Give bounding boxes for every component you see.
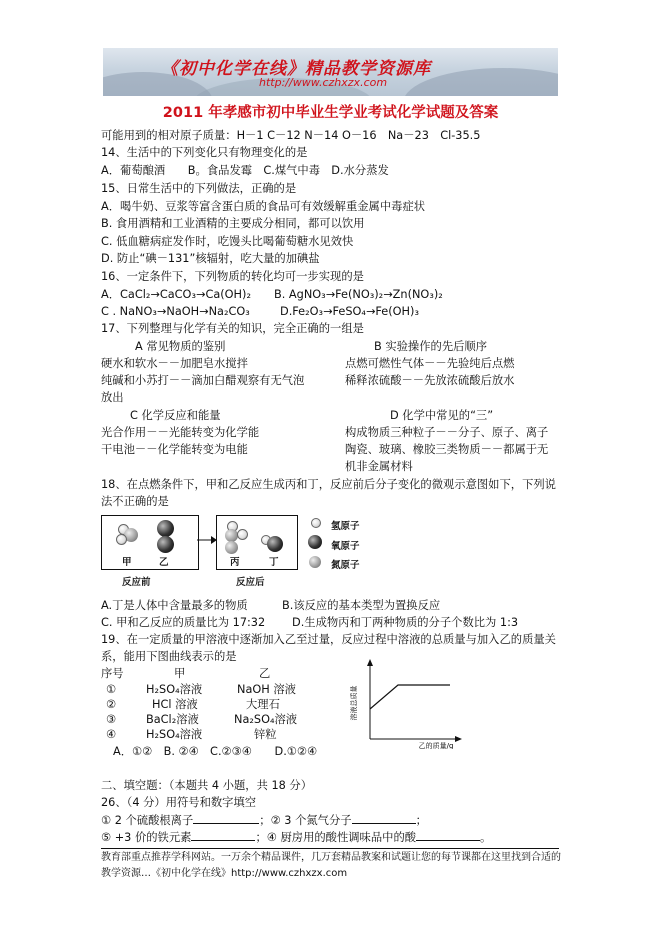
q19-row-yi: Na₂SO₄溶液: [234, 713, 298, 726]
q19-header-yi: 乙: [259, 667, 271, 680]
oxygen-atom: [157, 520, 174, 537]
q19-graph: [340, 657, 470, 749]
q15-option-d: D. 防止“碘－131”核辐射，吃大量的加碘盐: [101, 252, 320, 265]
q26-part-1: ① 2 个硫酸根离子: [101, 814, 194, 827]
q17-a2: 纯碱和小苏打－－滴加白醋观察有无气泡: [101, 374, 305, 387]
header-banner: [103, 48, 558, 96]
oxygen-atom: [157, 536, 174, 553]
q15-stem: 15、日常生活中的下列做法，正确的是: [101, 182, 297, 195]
q16-option-c: C . NaNO₃→NaOH→Na₂CO₃: [101, 305, 250, 318]
atomic-masses: 可能用到的相对原子质量：H－1 C－12 N－14 O－16 Na－23 Cl-35.5: [101, 129, 481, 142]
label-jia: 甲: [122, 557, 132, 568]
nitrogen-atom: [225, 541, 238, 554]
q18-option-d: D.生成物丙和丁两种物质的分子个数比为 1:3: [292, 616, 519, 629]
footer-line-1: 教育部重点推荐学科网站。一万余个精品课件，几万套精品教案和试题让您的每节课都在这里找到合适的: [101, 852, 561, 863]
page-title: 2011 年孝感市初中毕业生学业考试化学试题及答案: [162, 105, 499, 121]
q17-d-head: D 化学中常见的“三”: [390, 409, 494, 422]
q19-options: A．①② B. ②④ C.②③④ D.①②④: [113, 745, 318, 758]
q19-row-no: ②: [106, 698, 117, 711]
q14-options: A．葡萄酿酒 B。食品发霉 C.煤气中毒 D.水分蒸发: [101, 164, 389, 177]
legend-hydrogen: 氢原子: [331, 521, 360, 532]
q26-blank-2[interactable]: [352, 812, 416, 824]
q26-blank-1[interactable]: [193, 812, 259, 824]
q19-row-no: ③: [106, 713, 117, 726]
q19-row-no: ④: [106, 728, 117, 741]
q16-option-a: A．CaCl₂→CaCO₃→Ca(OH)₂: [101, 288, 251, 301]
section-2-heading: 二、填空题：（本题共 4 小题，共 18 分）: [101, 779, 313, 792]
q16-stem: 16、一定条件下，下列物质的转化均可一步实现的是: [101, 270, 364, 283]
q19-header-no: 序号: [101, 667, 124, 680]
q17-d2: 陶瓷、玻璃、橡胶三类物质－－都属于无: [345, 443, 549, 456]
q17-c-head: C 化学反应和能量: [130, 409, 221, 422]
legend-oxygen: 氧原子: [331, 541, 360, 552]
q18-option-b: B.该反应的基本类型为置换反应: [282, 599, 441, 612]
x-axis-label: 乙的质量/g: [418, 742, 454, 749]
hydrogen-atom: [116, 534, 127, 545]
label-before: 反应前: [122, 577, 151, 588]
q19-row-jia: BaCl₂溶液: [146, 713, 199, 726]
reaction-arrow: [197, 535, 217, 545]
label-ding: 丁: [269, 557, 279, 568]
q26-part-4-end: 。: [480, 831, 492, 844]
q19-row-no: ①: [106, 683, 117, 696]
q15-option-a: A．喝牛奶、豆浆等富含蛋白质的食品可有效缓解重金属中毒症状: [101, 200, 426, 213]
legend-oxygen-icon: [308, 535, 322, 549]
q17-b2: 稀释浓硫酸－－先放浓硫酸后放水: [345, 374, 515, 387]
legend-nitrogen-icon: [309, 556, 321, 568]
q17-d1: 构成物质三种粒子－－分子、原子、离子: [345, 426, 549, 439]
banner-url[interactable]: http://www.czhxzx.com: [259, 76, 388, 89]
q19-row-yi: 大理石: [246, 698, 280, 711]
q16-option-b: B. AgNO₃→Fe(NO₃)₂→Zn(NO₃)₂: [274, 288, 443, 301]
q17-b-head: B 实验操作的先后顺序: [374, 340, 488, 353]
q17-a1: 硬水和软水－－加肥皂水搅拌: [101, 357, 248, 370]
q19-stem-2: 系，能用下图曲线表示的是: [101, 650, 237, 663]
oxygen-atom: [267, 536, 283, 552]
q26-blank-3[interactable]: [191, 829, 255, 841]
q19-row-yi: NaOH 溶液: [237, 683, 296, 696]
q14-stem: 14、生活中的下列变化只有物理变化的是: [101, 146, 308, 159]
label-bing: 丙: [230, 557, 240, 568]
q26-part-2-end: ；: [415, 814, 427, 827]
banner-title: 《初中化学在线》精品教学资源库: [161, 59, 431, 79]
mass-curve: [370, 685, 450, 709]
q18-option-a: A.丁是人体中含量最多的物质: [101, 599, 248, 612]
q15-option-c: C. 低血糖病症发作时，吃馒头比喝葡萄糖水见效快: [101, 235, 354, 248]
q17-c1: 光合作用－－光能转变为化学能: [101, 426, 260, 439]
label-after: 反应后: [236, 577, 265, 588]
q18-stem-1: 18、在点燃条件下，甲和乙反应生成丙和丁，反应前后分子变化的微观示意图如下，下列说: [101, 478, 556, 491]
q26-part-3: ⑤ +3 价的铁元素: [101, 831, 192, 844]
q19-row-jia: HCl 溶液: [152, 698, 198, 711]
hydrogen-atom: [237, 529, 248, 540]
x-axis-arrow: [455, 736, 462, 742]
q19-row-yi: 锌粒: [254, 728, 277, 741]
q17-a-head: A 常见物质的鉴别: [135, 340, 226, 353]
q26-stem: 26、（4 分）用符号和数字填空: [101, 796, 257, 809]
legend-hydrogen-icon: [311, 518, 321, 528]
footer-line-2: 教学资源…《初中化学在线》http://www.czhxzx.com: [101, 868, 348, 879]
q17-c2: 干电池－－化学能转变为电能: [101, 443, 248, 456]
q18-option-c: C. 甲和乙反应的质量比为 17:32: [101, 616, 266, 629]
q17-b1: 点燃可燃性气体－－先验纯后点燃: [345, 357, 515, 370]
reaction-before-box: [101, 515, 199, 570]
q19-header-jia: 甲: [174, 667, 186, 680]
q26-part-2: ；② 3 个氮气分子: [259, 814, 352, 827]
q26-part-4: ；④ 厨房用的酸性调味品中的酸: [255, 831, 417, 844]
footer-divider: [101, 848, 559, 849]
q19-stem-1: 19、在一定质量的甲溶液中逐渐加入乙至过量，反应过程中溶液的总质量与加入乙的质量关: [101, 633, 556, 646]
q17-d3: 机非金属材料: [345, 460, 413, 473]
reaction-after-box: [216, 515, 298, 570]
q17-stem: 17、下列整理与化学有关的知识，完全正确的一组是: [101, 322, 364, 335]
y-axis-label: 溶液总质量: [350, 685, 358, 721]
q19-row-jia: H₂SO₄溶液: [146, 683, 203, 696]
q17-a3: 放出: [101, 391, 124, 404]
y-axis-arrow: [367, 659, 373, 666]
q18-stem-2: 法不正确的是: [101, 495, 169, 508]
q26-blank-4[interactable]: [416, 829, 480, 841]
legend-nitrogen: 氮原子: [331, 560, 360, 571]
q19-row-jia: H₂SO₄溶液: [146, 728, 203, 741]
q16-option-d: D.Fe₂O₃→FeSO₄→Fe(OH)₃: [280, 305, 419, 318]
q15-option-b: B. 食用酒精和工业酒精的主要成分相同，都可以饮用: [101, 217, 365, 230]
label-yi: 乙: [159, 557, 169, 568]
